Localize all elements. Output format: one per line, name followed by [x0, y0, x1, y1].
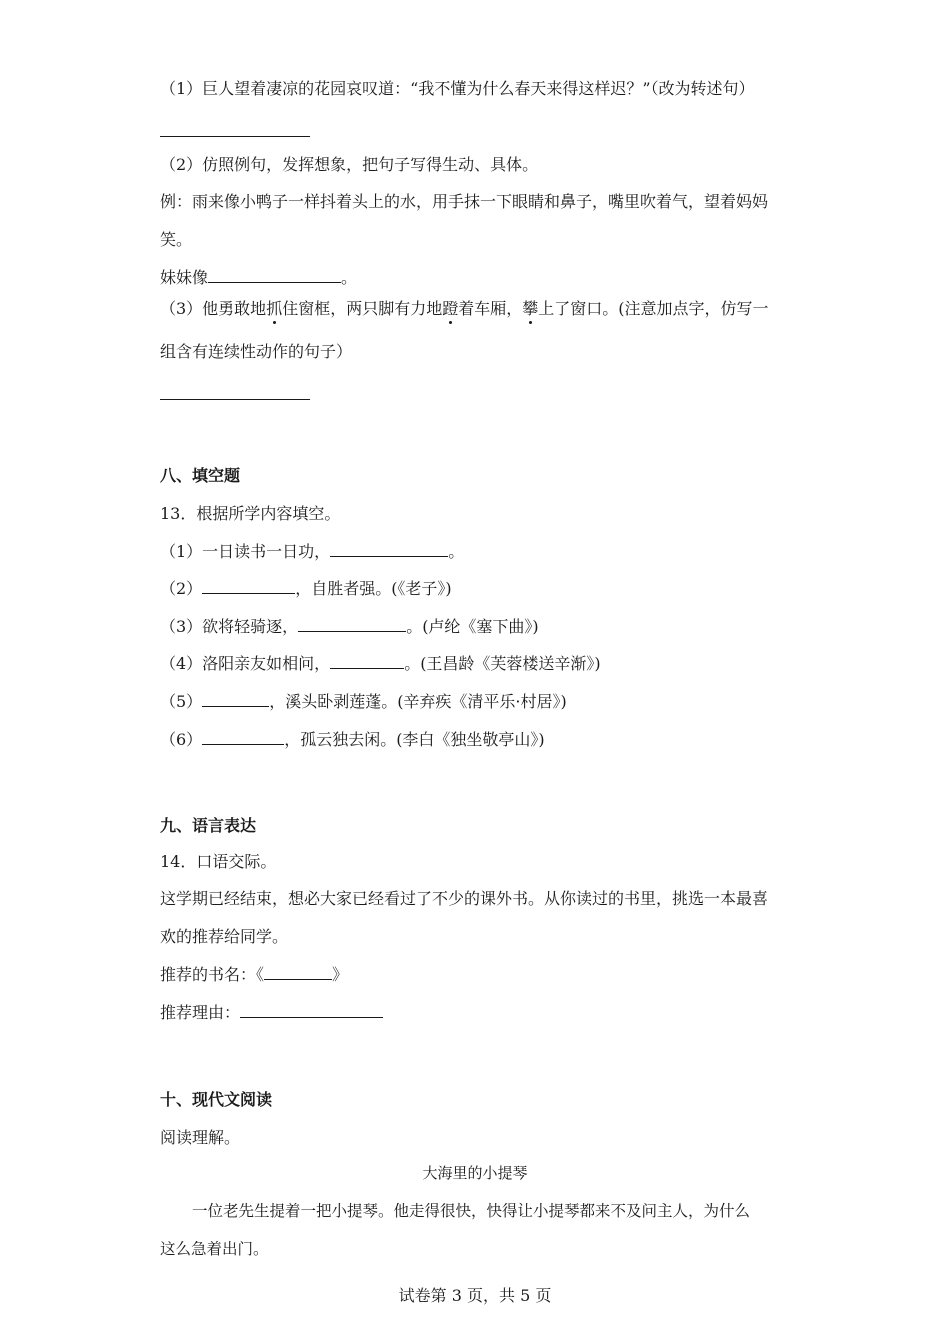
- fill-item-4-post: 。(王昌龄《芙蓉楼送辛渐》): [404, 654, 601, 673]
- reason-row: [160, 1001, 383, 1024]
- article-title: 大海里的小提琴: [422, 1164, 528, 1182]
- dotted-char-grab: 抓: [266, 299, 283, 318]
- fill-item-5: [160, 690, 567, 713]
- sister-blank[interactable]: [208, 266, 341, 283]
- sister-prefix: 妹妹像: [160, 268, 209, 287]
- q12-part3-line2: 组含有连续性动作的句子）: [160, 342, 353, 361]
- page-footer: 试卷第 3 页，共 5 页: [398, 1286, 552, 1305]
- question-14: 14．口语交际。: [160, 852, 277, 871]
- section-10-heading: 十、现代文阅读: [160, 1090, 273, 1109]
- fill-blank-3[interactable]: [298, 615, 406, 632]
- book-name-end: 》: [332, 965, 349, 984]
- dotted-char-kick: 蹬: [442, 299, 459, 318]
- fill-item-3: [160, 615, 539, 638]
- q12-part2: （2）仿照例句，发挥想象，把句子写得生动、具体。: [160, 155, 539, 174]
- fill-item-5-pre: （5）: [160, 692, 203, 711]
- fill-item-4-pre: （4）洛阳亲友如相问，: [160, 654, 331, 673]
- q12-part3: [160, 298, 769, 320]
- example-sentence: 例：雨来像小鸭子一样抖着头上的水，用手抹一下眼睛和鼻子，嘴里吹着气，望着妈妈: [160, 192, 769, 211]
- book-name-blank[interactable]: [264, 963, 332, 980]
- book-name-label: 推荐的书名：《: [160, 965, 265, 984]
- fill-item-2: [160, 577, 452, 600]
- q12-part1: （1）巨人望着凄凉的花园哀叹道：“我不懂为什么春天来得这样迟？”（改为转述句）: [160, 79, 755, 98]
- fill-blank-6[interactable]: [202, 728, 284, 745]
- fill-item-1-pre: （1）一日读书一日功，: [160, 542, 331, 561]
- fill-item-3-pre: （3）欲将轻骑逐，: [160, 617, 299, 636]
- sec9-body-line1: 这学期已经结束，想必大家已经看过了不少的课外书。从你读过的书里，挑选一本最喜: [160, 889, 769, 908]
- sec9-body-line2: 欢的推荐给同学。: [160, 927, 289, 946]
- p3-text-a: （3）他勇敢地: [160, 299, 267, 318]
- question-13: 13．根据所学内容填空。: [160, 504, 341, 523]
- fill-item-5-post: ，溪头卧剥莲蓬。(辛弃疾《清平乐·村居》): [269, 692, 567, 711]
- fill-item-6-pre: （6）: [160, 730, 203, 749]
- fill-blank-1[interactable]: [330, 540, 448, 557]
- book-name-row: [160, 963, 348, 986]
- fill-item-2-post: ，自胜者强。(《老子》): [295, 579, 452, 598]
- fill-blank-5[interactable]: [202, 690, 269, 707]
- example-sentence-end: 笑。: [160, 230, 193, 249]
- article-paragraph-line1: 一位老先生提着一把小提琴。他走得很快，快得让小提琴都来不及问主人，为什么: [192, 1202, 751, 1220]
- answer-line-3: [160, 399, 310, 400]
- sister-sentence: [160, 266, 357, 289]
- fill-item-6-post: ，孤云独去闲。(李白《独坐敬亭山》): [284, 730, 545, 749]
- fill-item-3-post: 。(卢纶《塞下曲》): [406, 617, 539, 636]
- article-paragraph-line2: 这么急着出门。: [160, 1240, 269, 1258]
- fill-item-6: [160, 728, 545, 751]
- fill-item-1-post: 。: [448, 542, 465, 561]
- reading-intro: 阅读理解。: [160, 1128, 241, 1147]
- fill-item-1: [160, 540, 464, 563]
- reason-blank[interactable]: [240, 1001, 383, 1018]
- fill-item-4: [160, 652, 601, 675]
- section-8-heading: 八、填空题: [160, 466, 241, 485]
- answer-line-1: [160, 136, 310, 137]
- p3-text-b: 住窗框，两只脚有力地: [282, 299, 443, 318]
- fill-blank-2[interactable]: [202, 577, 295, 594]
- p3-text-c: 着车厢，: [458, 299, 523, 318]
- sister-end: 。: [341, 268, 358, 287]
- dotted-char-climb: 攀: [522, 299, 539, 318]
- reason-label: 推荐理由：: [160, 1003, 241, 1022]
- p3-text-d: 上了窗口。(注意加点字，仿写一: [538, 299, 769, 318]
- fill-blank-4[interactable]: [330, 652, 404, 669]
- section-9-heading: 九、语言表达: [160, 816, 257, 835]
- fill-item-2-pre: （2）: [160, 579, 203, 598]
